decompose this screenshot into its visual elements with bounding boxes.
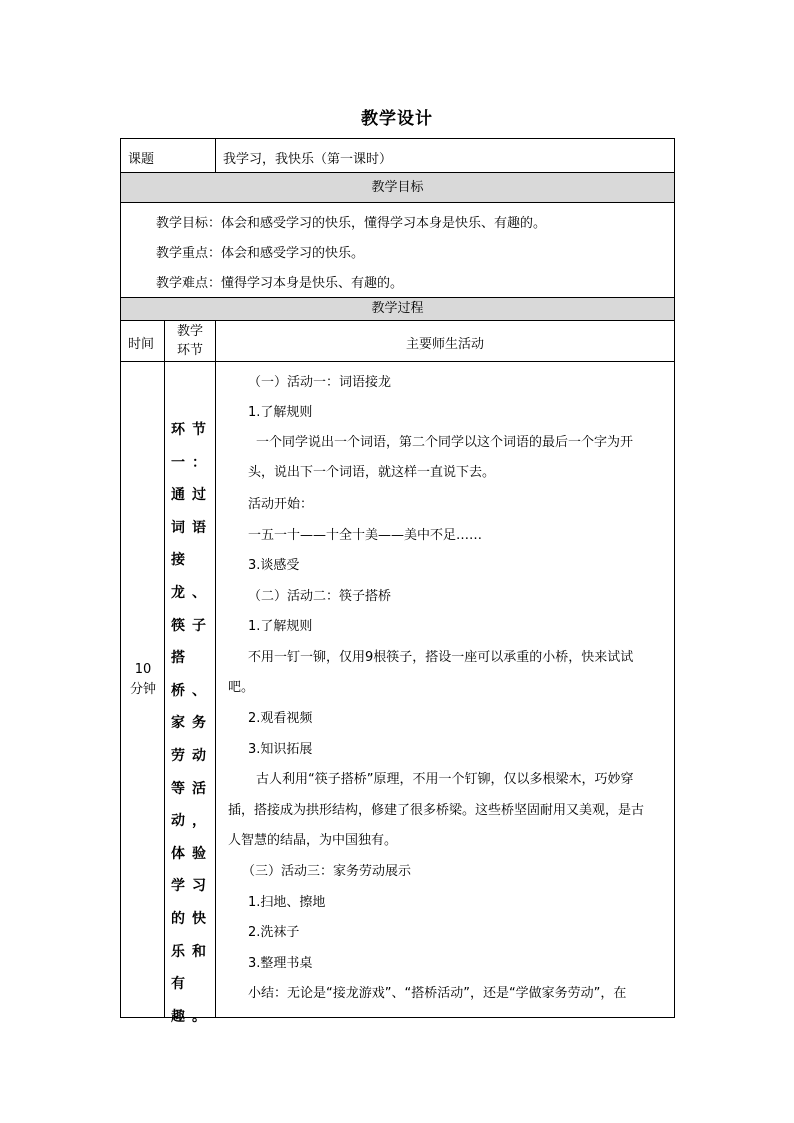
activity-line: （一）活动一：词语接龙	[248, 375, 392, 390]
activity-column-header: 主要师生活动	[405, 337, 484, 352]
activity-line: 1.了解规则	[248, 405, 313, 420]
time-value: 10分钟	[130, 662, 157, 697]
stage-column-header-cell	[164, 320, 216, 362]
activity-line: 3.谈感受	[248, 558, 300, 573]
activity-line: 1.了解规则	[248, 619, 313, 634]
activity-line: （二）活动二：筷子搭桥	[248, 589, 392, 604]
objective-difficulty: 教学难点：懂得学习本身是快乐、有趣的。	[156, 276, 404, 291]
activity-line: 2.观看视频	[248, 711, 313, 726]
activity-line: 3.整理书桌	[248, 956, 313, 971]
time-column-header-cell	[120, 320, 165, 362]
time-cell	[120, 361, 165, 1018]
objective-key-point: 教学重点：体会和感受学习的快乐。	[156, 246, 365, 261]
activity-line: （三）活动三：家务劳动展示	[242, 864, 412, 879]
activity-line: 不用一钉一铆，仅用9根筷子，搭设一座可以承重的小桥，快来试试	[248, 650, 634, 665]
activity-line: 1.扫地、擦地	[248, 895, 326, 910]
objectives-header: 教学目标	[371, 180, 424, 195]
activity-column-header-cell	[215, 320, 675, 362]
activity-line: 3.知识拓展	[248, 742, 313, 757]
activity-line: 一个同学说出一个词语，第二个同学以这个词语的最后一个字为开	[256, 435, 634, 450]
lesson-label-cell	[120, 138, 216, 173]
lesson-value: 我学习，我快乐（第一课时）	[223, 152, 393, 167]
activity-line: 2.洗袜子	[248, 925, 300, 940]
activity-line: 插，搭接成为拱形结构，修建了很多桥梁。这些桥坚固耐用又美观，是古	[228, 803, 645, 818]
lesson-value-cell	[215, 138, 675, 173]
stage-cell	[164, 361, 216, 1025]
process-header-cell	[120, 297, 675, 321]
activity-line: 一五一十——十全十美——美中不足……	[248, 528, 483, 543]
objectives-cell	[120, 202, 675, 298]
activity-line: 吧。	[228, 680, 255, 695]
activity-line: 小结：无论是“接龙游戏”、“搭桥活动”，还是“学做家务劳动”，在	[248, 986, 627, 1001]
objective-goal: 教学目标：体会和感受学习的快乐，懂得学习本身是快乐、有趣的。	[156, 216, 547, 231]
activity-cell	[215, 361, 675, 1018]
activity-line: 活动开始：	[248, 497, 314, 512]
stage-column-header: 教学环节	[176, 324, 203, 358]
activity-line: 人智慧的结晶，为中国独有。	[228, 833, 398, 848]
stage-value: 环节一：通过词语接龙、筷子搭桥、家务劳动等活动，体验学习的快乐和有趣。	[171, 422, 213, 1025]
activity-line: 头，说出下一个词语，就这样一直说下去。	[248, 465, 496, 480]
time-column-header: 时间	[128, 337, 155, 352]
objectives-header-cell	[120, 172, 675, 203]
document-title: 教学设计	[361, 109, 433, 129]
process-header: 教学过程	[371, 301, 424, 316]
lesson-label: 课题	[128, 152, 155, 167]
activity-line: 古人利用“筷子搭桥”原理，不用一个钉铆，仅以多根梁木，巧妙穿	[256, 772, 634, 787]
